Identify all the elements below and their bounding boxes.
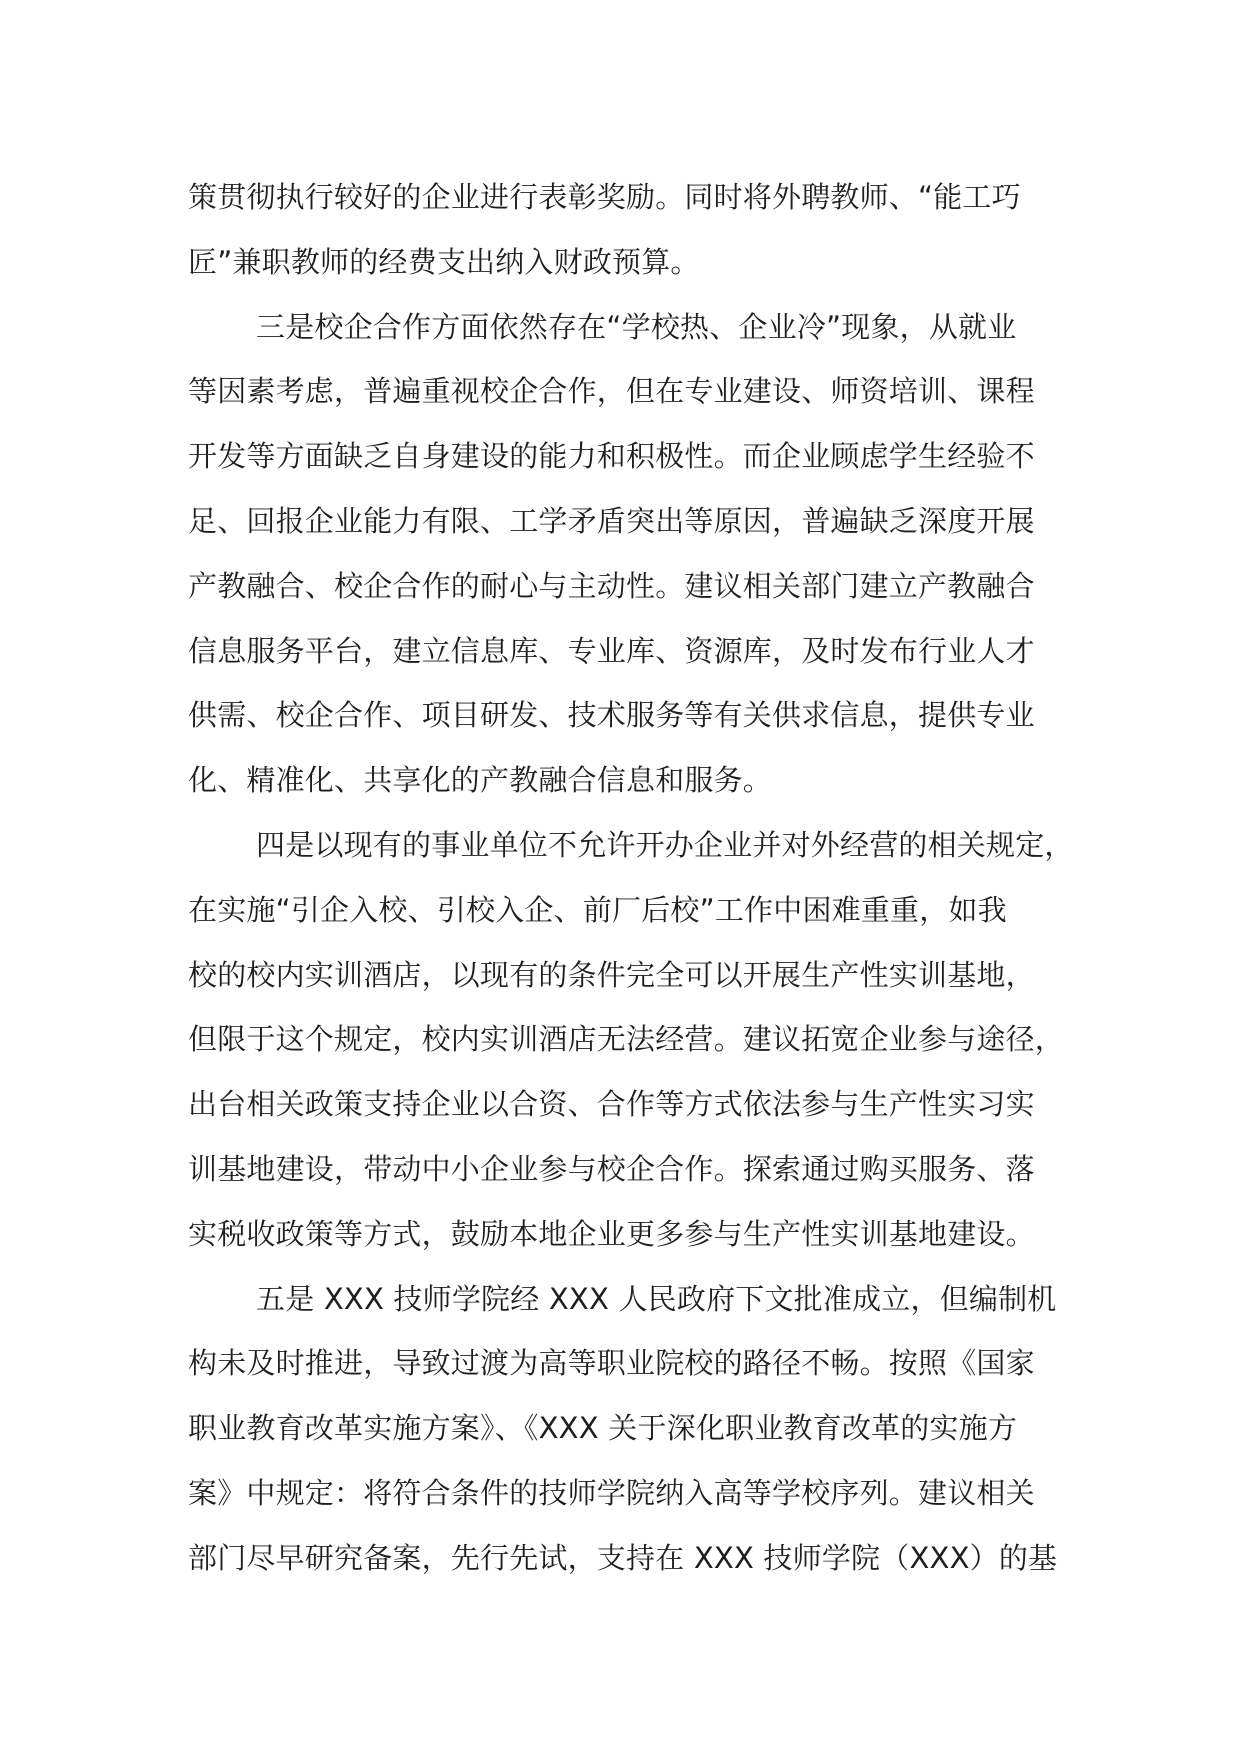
text-line: 足、回报企业能力有限、工学矛盾突出等原因，普遍缺乏深度开展: [188, 503, 1035, 538]
text-line: 供需、校企合作、项目研发、技术服务等有关供求信息，提供专业: [188, 698, 1035, 733]
text-line: 案》中规定：将符合条件的技师学院纳入高等学校序列。建议相关: [188, 1475, 1035, 1510]
text-line: 校的校内实训酒店，以现有的条件完全可以开展生产性实训基地，: [188, 957, 1035, 992]
text-line: 训基地建设，带动中小企业参与校企合作。探索通过购买服务、落: [188, 1151, 1035, 1186]
text-line: 职业教育改革实施方案》、《XXX 关于深化职业教育改革的实施方: [188, 1411, 1018, 1446]
text-line: 信息服务平台，建立信息库、专业库、资源库，及时发布行业人才: [188, 633, 1035, 668]
paragraph-start-line: 五是 XXX 技师学院经 XXX 人民政府下文批准成立，但编制机: [256, 1281, 1057, 1316]
text-line: 匠”兼职教师的经费支出纳入财政预算。: [188, 244, 700, 279]
text-line: 产教融合、校企合作的耐心与主动性。建议相关部门建立产教融合: [188, 568, 1035, 603]
text-line: 开发等方面缺乏自身建设的能力和积极性。而企业顾虑学生经验不: [188, 439, 1035, 474]
text-line: 策贯彻执行较好的企业进行表彰奖励。同时将外聘教师、“能工巧: [188, 180, 1021, 214]
paragraph-start-line: 四是以现有的事业单位不允许开办企业并对外经营的相关规定，: [256, 827, 1074, 862]
text-line: 但限于这个规定，校内实训酒店无法经营。建议拓宽企业参与途径，: [188, 1022, 1065, 1057]
text-line: 等因素考虑，普遍重视校企合作，但在专业建设、师资培训、课程: [188, 374, 1035, 409]
text-line: 化、精准化、共享化的产教融合信息和服务。: [188, 763, 773, 798]
text-line: 部门尽早研究备案，先行先试，支持在 XXX 技师学院（XXX）的基: [188, 1540, 1058, 1575]
text-line: 实税收政策等方式，鼓励本地企业更多参与生产性实训基地建设。: [188, 1216, 1035, 1251]
paragraph-start-line: 三是校企合作方面依然存在“学校热、企业冷”现象，从就业: [256, 309, 1017, 344]
text-line: 在实施“引企入校、引校入企、前厂后校”工作中困难重重，如我: [188, 892, 1007, 927]
text-line: 出台相关政策支持企业以合资、合作等方式依法参与生产性实习实: [188, 1087, 1035, 1122]
document-body: [188, 165, 1074, 1591]
text-line: 构未及时推进，导致过渡为高等职业院校的路径不畅。按照《国家: [188, 1346, 1035, 1381]
